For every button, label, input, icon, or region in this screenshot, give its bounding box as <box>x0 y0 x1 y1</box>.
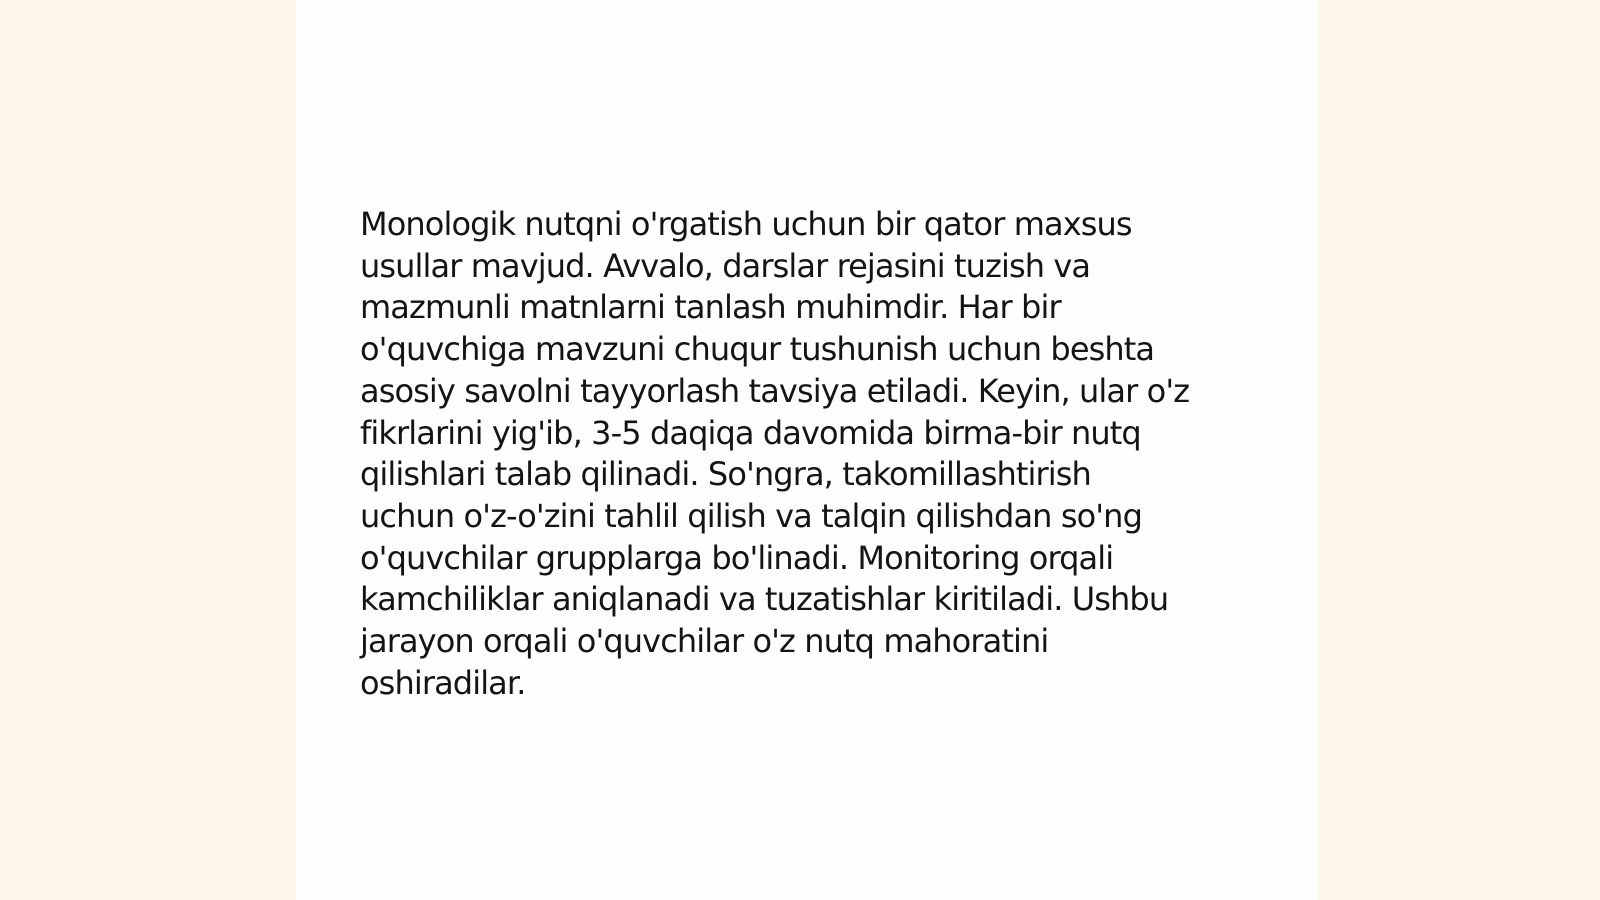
text-line: kamchiliklar aniqlanadi va tuzatishlar kiritiladi. Ushbu <box>360 580 1169 619</box>
text-line: mazmunli matnlarni tanlash muhimdir. Har bir <box>360 288 1061 327</box>
text-line: o'quvchiga mavzuni chuqur tushunish uchun beshta <box>360 330 1155 369</box>
left-margin <box>0 0 296 900</box>
text-line: usullar mavjud. Avvalo, darslar rejasini tuzish va <box>360 246 1091 285</box>
text-line: Monologik nutqni o'rgatish uchun bir qator maxsus <box>360 205 1132 243</box>
text-line: uchun o'z-o'zini tahlil qilish va talqin qilishdan so'ng <box>360 496 1142 535</box>
text-line: fikrlarini yig'ib, 3-5 daqiqa davomida birma-bir nutq <box>360 413 1141 452</box>
right-margin <box>1318 0 1600 900</box>
text-line: o'quvchilar grupplarga bo'linadi. Monitoring orqali <box>360 538 1114 577</box>
slide <box>296 0 1318 900</box>
slide-body-text <box>360 204 1260 704</box>
text-line: qilishlari talab qilinadi. So'ngra, takomillashtirish <box>360 455 1091 494</box>
text-line: oshiradilar. <box>360 663 526 702</box>
text-line: asosiy savolni tayyorlash tavsiya etiladi. Keyin, ular o'z <box>360 371 1190 410</box>
text-line: jarayon orqali o'quvchilar o'z nutq mahoratini <box>360 622 1049 661</box>
